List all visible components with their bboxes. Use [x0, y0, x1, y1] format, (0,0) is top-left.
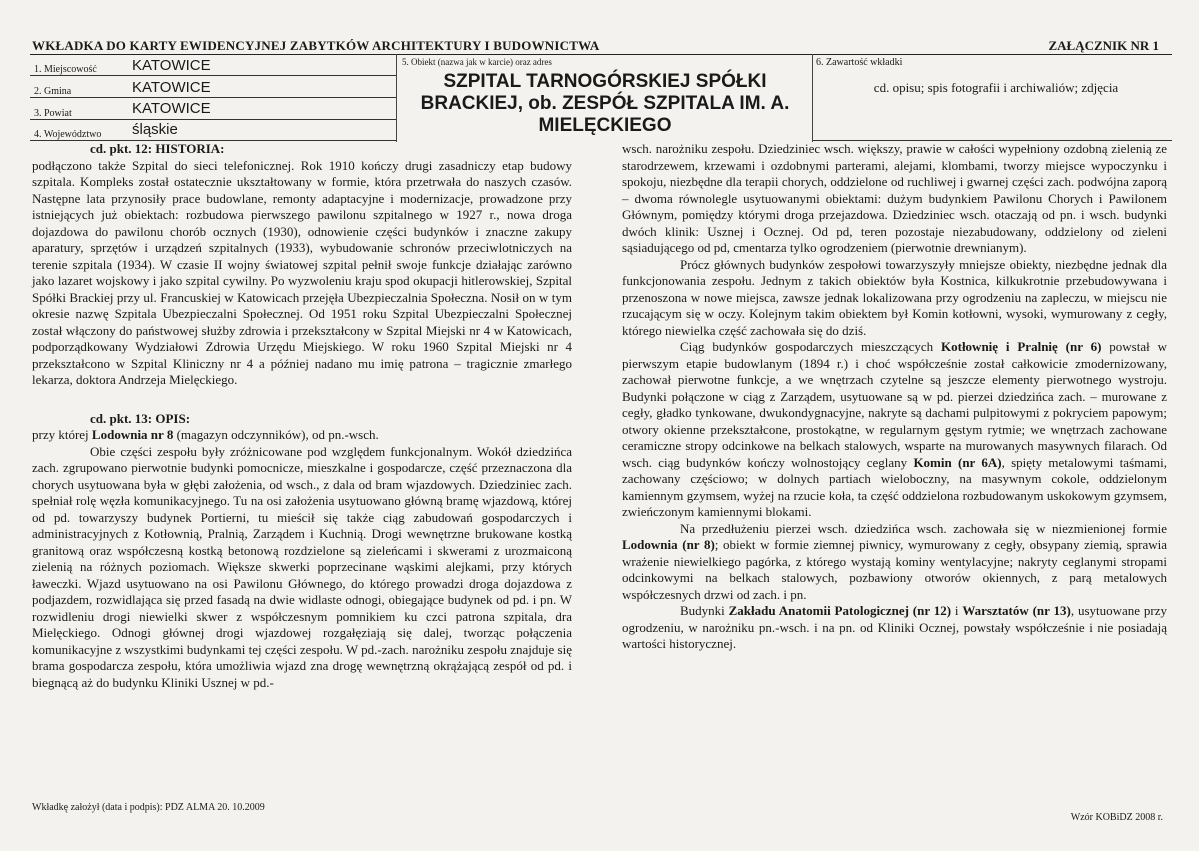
field-value-locality: KATOWICE [132, 57, 211, 74]
right-column [622, 141, 1167, 653]
right-paragraph-5 [622, 603, 1167, 653]
history-text: podłączono także Szpital do sieci telefonicznej. Rok 1910 kończy drugi zasadniczy etap budowy szpitala. Kompleks został ostatecznie ukształtowany w formie, która przetrwała do naszych czasów. Następne lata przynosiły prace budowlane, remonty adaptacyjne i modernizacje, prowadzone przy istniejących już obiektach: rozbudowa pierwszego pawilonu szpitalnego w 1927 r., nowa droga dojazdowa do pawilonu chorób ocznych (1930), odnowienie części budynków i znaczne zakupy aparatury, sprzętów i urządzeń szpitalnych (1933), wybudowanie schronów przeciwlotniczych na terenie szpitala (1934). W czasie II wojny światowej szpital pełnił swoje funkcje działając zarówno jako lazaret wojskowy i jako szpital cywilny. Po wyzwoleniu kraju spod okupacji hitlerowskiej, Szpital Spółki Brackiej przy ul. Francuskiej w Katowicach przejęła Ubezpieczalnia Społeczna. Nosił on w tym okresie nazwę Szpitala Ubezpieczalni Społecznej. Od 1951 roku Szpital Ubezpieczalni Społecznej został włączony do państwowej służby zdrowia i przekształcony w Szpital Miejski nr 4 w Katowicach, podporządkowany Wydziałowi Zdrowia Urzędu Miejskiego. W roku 1960 Szpital Miejski nr 4 przekształcono w Szpital Kliniczny nr 4 a później nadano mu imię patrona – tragicznie zmarłego lekarza, doktora Andrzeja Mielęckiego. [32, 157, 572, 387]
field-value-voivodeship: śląskie [132, 121, 178, 138]
p5-bold-workshops: Warsztatów (nr 13) [962, 603, 1071, 618]
field-label-voivodeship: 4. Województwo [34, 129, 102, 140]
contents-column-divider [812, 54, 813, 142]
right-paragraph-1: wsch. narożniku zespołu. Dziedziniec wsch. większy, prawie w całości wypełniony ozdobną zielenią ze starodrzewem, krzewami i ozdobnymi parterami, alejami, klombami, tworzy miejsce wypoczynku i spokoju, niezbędne dla terapii chorych, oddzielone od ruchliwej i gwarnej części zach. podwójna zaporą – dwoma równolegle usytuowanymi obiektami: dużym budynkiem Pawilonu Chorych i Pawilonem Głównym, pomiędzy którymi droga przejazdowa. Dziedziniec wsch. otaczają od pn. i wsch. budynki dwóch klinik: Usznej i Ocznej. Od pd, teren pozostaje niezabudowany, oddzielony od zieleni sąsiadującego od pd, cmentarza tylko ogrodzeniem (pierwotnie drewnianym). [622, 141, 1167, 255]
header-rule [30, 54, 1172, 55]
description-intro-rest: (magazyn odczynników), od pn.-wsch. [173, 427, 379, 442]
right-paragraph-4 [622, 521, 1167, 604]
p5-bold-pathology: Zakładu Anatomii Patologicznej (nr 12) [728, 603, 952, 618]
description-intro-text: przy której [32, 427, 92, 442]
history-heading: cd. pkt. 12: HISTORIA: [90, 141, 225, 156]
p3-text-d: , spięty metalowymi taśmami, zachowany częściowo; w dolnych partiach wieloboczny, na masywnym cokole, oddzielonym kamiennym gzymsem, wyżej na rzucie koła, ta część oddzielona rozbudowanym uskokowym gzymsem, zwieńczonym kamiennymi blokami. [622, 454, 1167, 519]
field-value-commune: KATOWICE [132, 79, 211, 96]
contents-value: cd. opisu; spis fotografii i archiwaliów; zdjęcia [873, 80, 1119, 95]
object-name: SZPITAL TARNOGÓRSKIEJ SPÓŁKI BRACKIEJ, ob. ZESPÓŁ SZPITALA IM. A. MIELĘCKIEGO [420, 71, 790, 136]
contents-label: 6. Zawartość wkładki [816, 57, 903, 68]
field-column-divider [396, 54, 397, 142]
description-paragraph: Obie części zespołu były zróżnicowane pod względem funkcjonalnym. Wokół dziedzińca zach. zgrupowano pierwotnie budynki pomocnicze, mieszkalne i gospodarcze, część przeznaczona dla chorych usytuowana była w głębi założenia, od wsch., z dala od bram wjazdowych. Dziedziniec zach. spełniał rolę węzła komunikacyjnego. Tu na osi założenia usytuowano główną bramę wjazdową, której od pd. towarzyszy budynek Portierni, tu mieścił się także ciąg zabudowań gospodarczych i administracyjnych z Kotłownią, Pralnią, Zarządem i Kuchnią. Drogi wewnętrzne brukowane kostką granitową oraz współczesną kostką betonową rozdzielone są zieleńcami i skwerami z urozmaiconą zielenią na różnych poziomach. Większe skwerki poprzecinane wąskimi alejkami, przy których ławeczki. Wjazd usytuowano na osi Pawilonu Głównego, do którego prowadzi droga dojazdowa z podjazdem, rozwidlająca się przed fasadą na dwie widlaste odnogi, obiegające budynek od pd. i pn. W rozwidleniu drogi niewielki skwer z współczesnym pomnikiem ku czci patrona szpitala, dra Mielęckiego. Odnogi głównej drogi wjazdowej rozgałęziają się dalej, tworząc połączenia komunikacyjne z wszystkimi budynkami tej części zespołu. W pd.-zach. narożniku zespołu znajduje się brama gospodarcza zespołu, która umożliwia wjazd zna drogę wewnętrzną okrążającą zespół od pd. i biegnącą aż do budynku Kliniki Usznej w pd.- [32, 443, 572, 690]
p5-text-d: , usytuowane przy ogrodzeniu, w narożniku pn.-wsch. i na pn. od Kliniki Ocznej, powstały współcześnie i nie posiadają wartości historycznej. [622, 603, 1167, 651]
p5-text-c: i [951, 603, 963, 618]
field-label-district: 3. Powiat [34, 108, 72, 119]
field-label-locality: 1. Miejscowość [34, 64, 97, 75]
footer-form: Wzór KOBiDZ 2008 r. [1070, 812, 1163, 823]
field-label-commune: 2. Gmina [34, 86, 72, 97]
p4-bold-icehouse: Lodownia (nr 8) [622, 537, 715, 552]
description-intro-bold: Lodownia nr 8 [91, 427, 174, 442]
p3-bold-chimney: Komin (nr 6A) [913, 454, 1002, 470]
p4-text-c: ; obiekt w formie ziemnej piwnicy, wymurowany z cegły, obsypany ziemią, sprawia wrażenie niewielkiego pagórka, z którego wystają kominy wentylacyjne; nakryty ceglanymi stropami odcinkowymi na belkach stalowych, pozbawiony otworów okiennych, z parą metalowych współczesnych drzwi od zach. i pn. [622, 537, 1168, 602]
left-column [32, 141, 572, 691]
right-paragraph-2: Prócz głównych budynków zespołowi towarzyszyły mniejsze obiekty, niezbędne jednak dla funkcjonowania zespołu. Jednym z takich obiektów była Kostnica, kilkukrotnie przebudowywana i przenoszona w nowe miejsca, zawsze jednak lokalizowana przy ogrodzeniu na zapleczu, w miejscu nie rzucającym się w oczy. Kolejnym takim obiektem był Komin kotłowni, wysoki, wymurowany z cegły, którego niewielka część zachowała się do dziś. [622, 256, 1167, 338]
object-label: 5. Obiekt (nazwa jak w karcie) oraz adres [402, 57, 552, 67]
p3-text-a: Ciąg budynków gospodarczych mieszczących [680, 339, 941, 354]
p5-text-a: Budynki [680, 603, 729, 618]
field-divider [30, 97, 396, 98]
p3-bold-boiler-laundry: Kotłownię i Pralnię (nr 6) [941, 339, 1102, 354]
description-heading: cd. pkt. 13: OPIS: [90, 410, 191, 426]
description-intro [32, 427, 572, 444]
p4-text-a: Na przedłużeniu pierzei wsch. dziedzińca wsch. zachowała się w niezmienionej formie [680, 520, 1167, 536]
field-value-district: KATOWICE [132, 100, 211, 117]
footer-creator: Wkładkę założył (data i podpis): PDZ ALMA 20. 10.2009 [32, 802, 265, 813]
field-divider [30, 75, 396, 76]
form-title: WKŁADKA DO KARTY EWIDENCYJNEJ ZABYTKÓW ARCHITEKTURY I BUDOWNICTWA [32, 38, 600, 53]
p3-text-c: powstał w pierwszym etapie budowlanym (1894 r.) i choć współcześnie został całkowicie zmodernizowany, zachował pierwotne funkcje, a we wnętrzach czytelne są jeszcze elementy pierwotnego wystroju. Budynki połączone w ciąg z Zarządem, usytuowane są w pd. pierzei dziedzińca zach. – murowane z cegły, gładko tynkowane, dwukondygnacyjne, nakryte są dachami pulpitowymi z pokryciem papowym; otwory okienne przekształcone, prostokątne, w regularnym gęstym rytmie; we wnętrzach zachowane ceramiczne stropy odcinkowe na belkach stalowych, wsparte na murowanych masywnych filarach. Od wsch. ciąg budynków kończy wolnostojący ceglany [622, 339, 1167, 470]
right-paragraph-3 [622, 339, 1167, 521]
annex-label: ZAŁĄCZNIK NR 1 [1048, 38, 1159, 53]
field-divider [30, 119, 396, 120]
